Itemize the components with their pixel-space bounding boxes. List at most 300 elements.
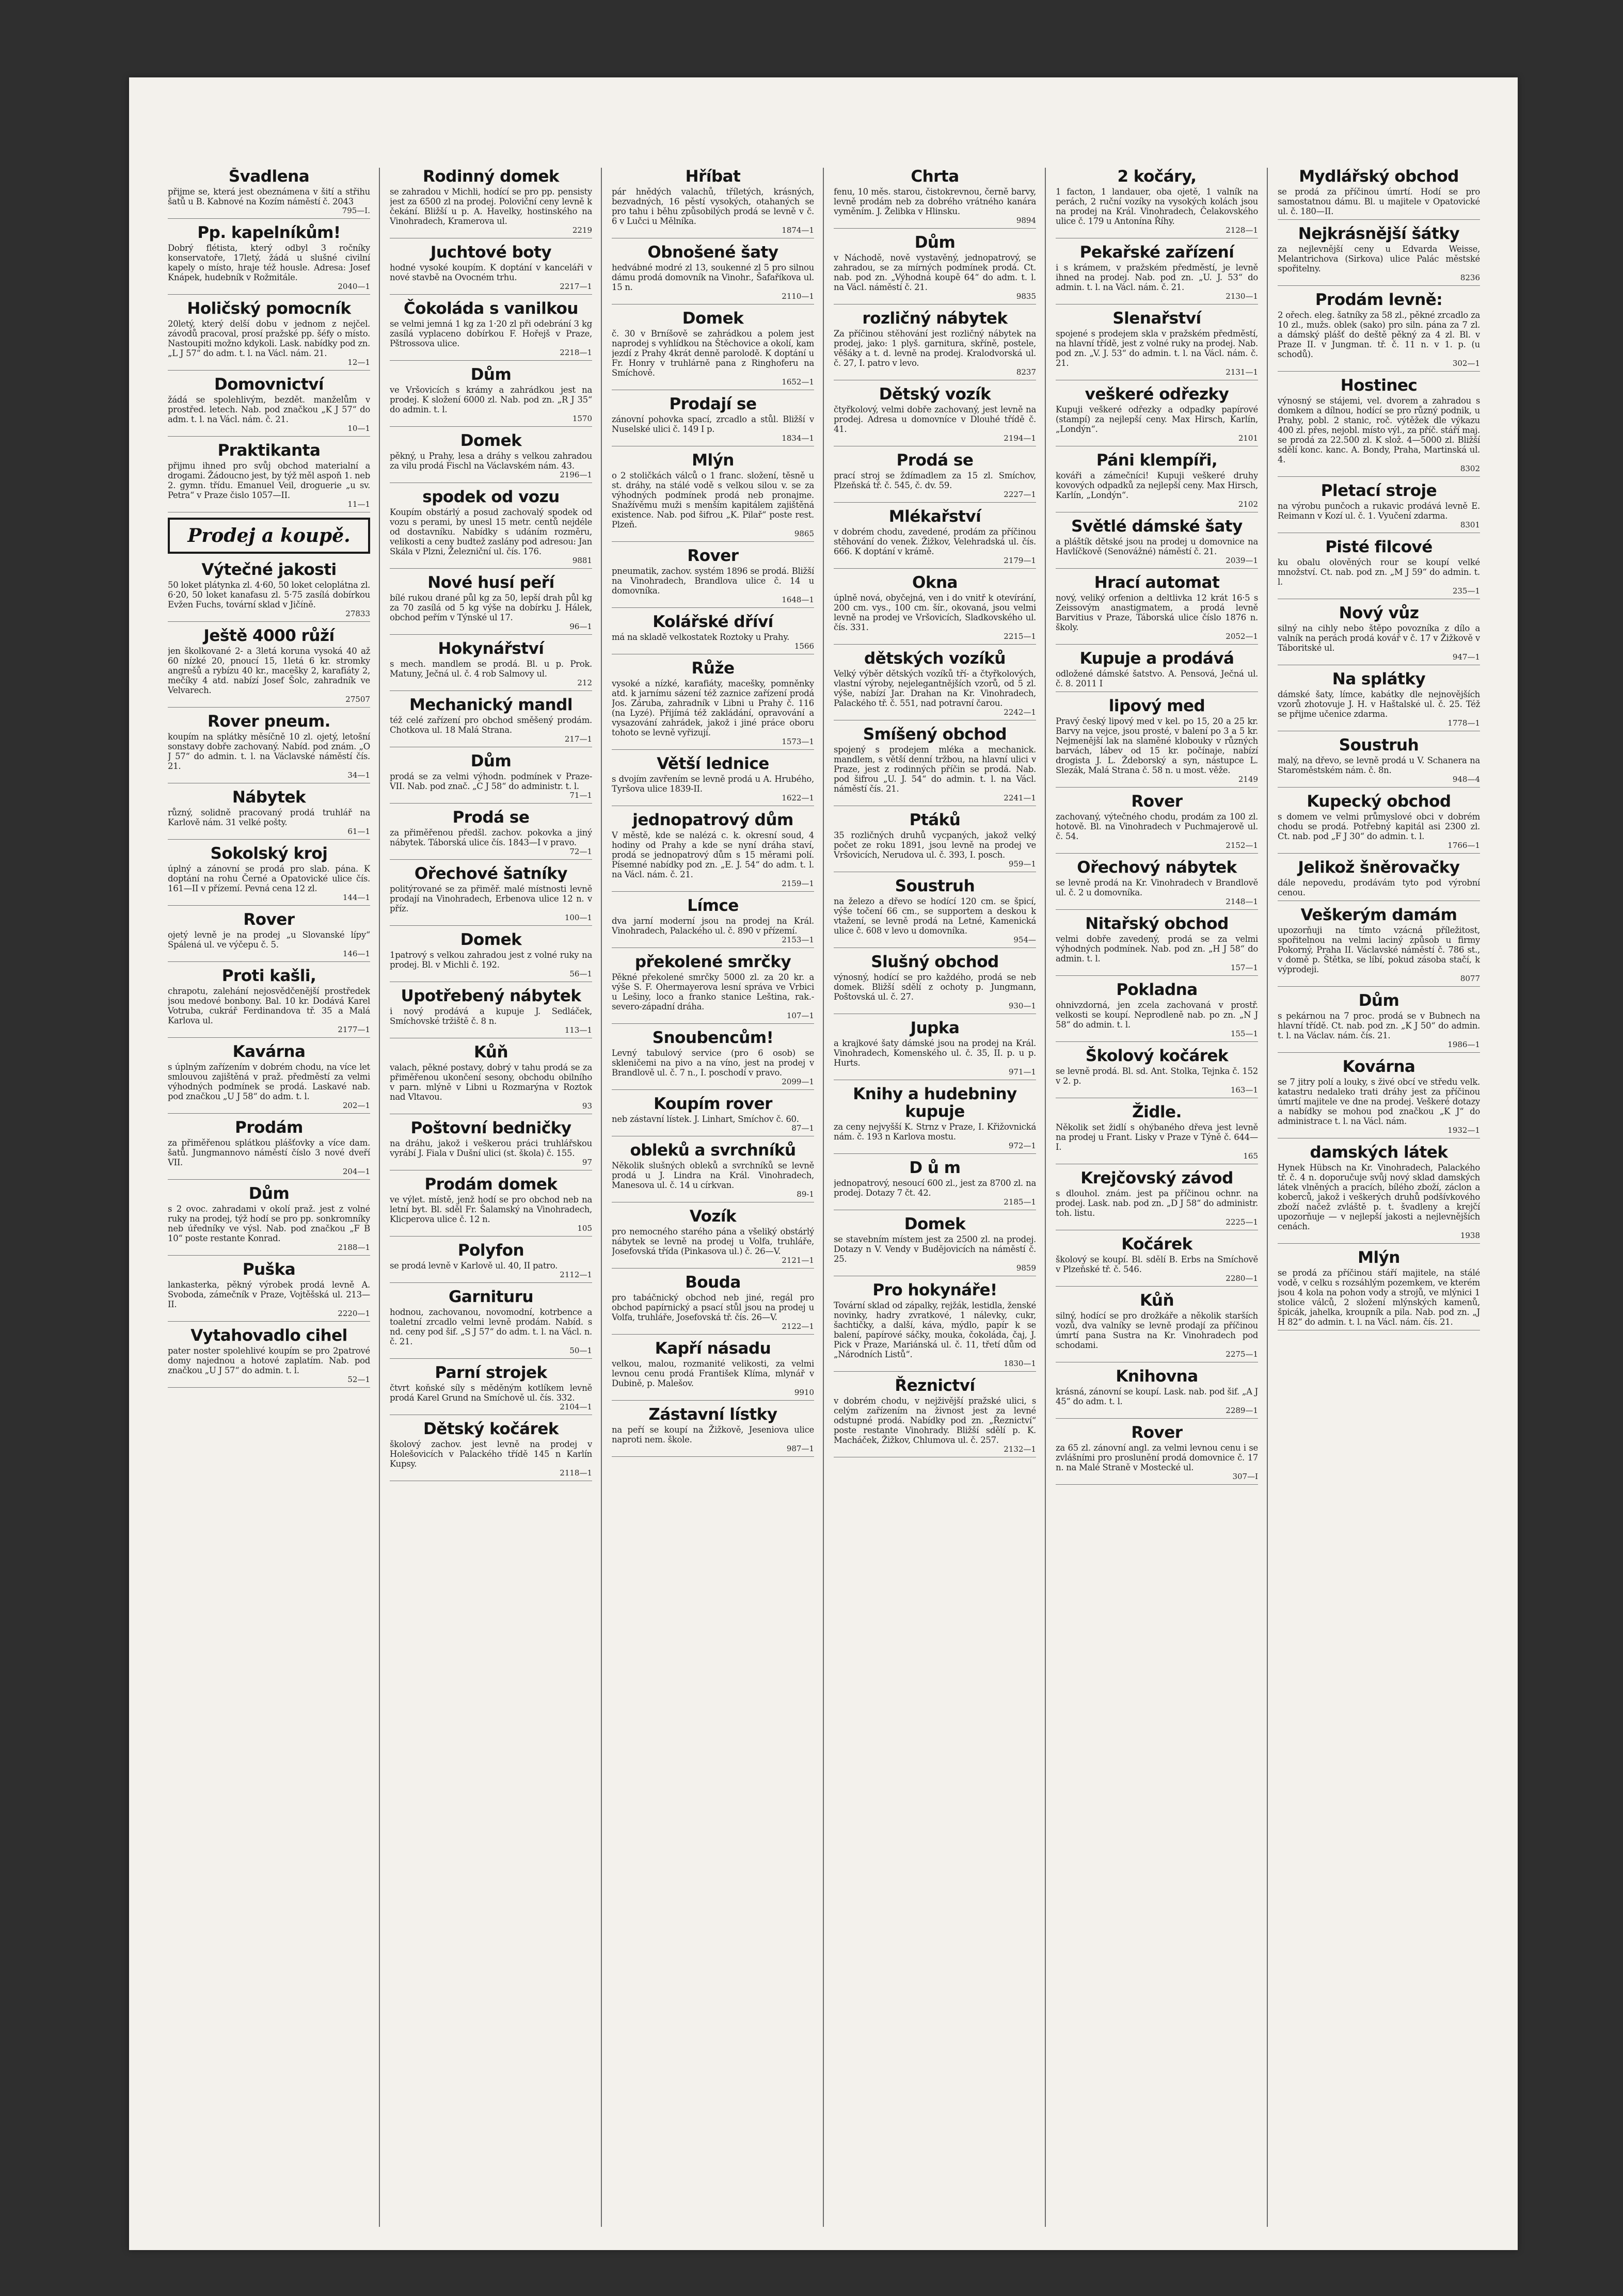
- ad-body: za 65 zl. zánovní angl. za velmi levnou cenu i se zvlášními pro proslunění prodá domovnice č. 17 n. na Malé Straně v Mostecké ul.: [1056, 1443, 1258, 1472]
- ad-body: dámské šaty, límce, kabátky dle nejnovějších vzorů zhotovuje J. H. v Haštalské ul. č. 25. Též se přijme učenice zdarma.: [1278, 689, 1480, 719]
- ad-reference-number: 157—1: [1230, 963, 1258, 972]
- ad-body: Několik slušných obleků a svrchníků se levně prodá u J. Lindra na Král. Vinohradech, Manesova ul. č. 14 u církvan.: [612, 1161, 814, 1190]
- classified-ad: [168, 789, 370, 840]
- ad-headline: Kapří násadu: [655, 1339, 771, 1358]
- ad-reference-number: 8301: [1460, 520, 1480, 529]
- ad-headline: D ů m: [909, 1159, 961, 1177]
- ad-reference-number: 10—1: [347, 424, 370, 433]
- ad-headline: Pro hokynáře!: [872, 1281, 997, 1299]
- classified-ad: [612, 1095, 814, 1136]
- ad-reference-number: 2220—1: [338, 1309, 370, 1318]
- ad-body: malý, na dřevo, se levně prodá u V. Schanera na Staroměstském nám. č. 8n.: [1278, 756, 1480, 775]
- ad-headline: Smíšený obchod: [863, 725, 1007, 744]
- ad-headline: Parní strojek: [435, 1363, 547, 1382]
- ad-headline: spodek od vozu: [422, 488, 560, 506]
- ad-reference-number: 1766—1: [1447, 841, 1480, 850]
- classified-ad: [168, 1327, 370, 1388]
- ad-headline: Poštovní bedničky: [410, 1119, 571, 1137]
- ad-body: ve Vršovicích s krámy a zahrádkou jest na prodej. K složení 6000 zl. Nab. pod zn. „R J 35“ do admin. t. l.: [390, 385, 592, 414]
- ad-body: jen školkované 2- a 3letá koruna vysoká 40 až 60 nízké 20, pnoucí 15, 1letá 6 kr. stromky angrešů a rybízu 40 kr., macešky 2, karafiáty 2, mečíky 4 atd. nabízí Josef Šolc, zahradník ve Velvarech.: [168, 646, 370, 695]
- ad-headline: Dům: [248, 1184, 290, 1203]
- ad-headline: Pisté filcové: [1325, 538, 1433, 556]
- ad-reference-number: 2101: [1238, 433, 1258, 443]
- classified-ad: [1278, 538, 1480, 599]
- newspaper-page: [129, 77, 1518, 2250]
- classified-ad: [1056, 793, 1258, 854]
- classified-ad: [168, 300, 370, 371]
- ad-column: [390, 168, 592, 2227]
- ad-body: pro nemocného starého pána a všeliký obstárlý nábytek se levně na prodej u Volfa, truhláře, Josefovská třída (Pinkasova ul.) č. 26—V.: [612, 1227, 814, 1256]
- ad-reference-number: 1652—1: [782, 377, 814, 387]
- ad-body: neb zástavní lístek. J. Linhart, Smíchov č. 60.: [612, 1114, 799, 1124]
- ad-reference-number: 163—1: [1230, 1085, 1258, 1095]
- ad-headline: Řeznictví: [895, 1376, 975, 1395]
- classified-ad: [612, 395, 814, 446]
- ad-body: bílé rukou drané půl kg za 50, lepší drah půl kg za 70 zasílá od 5 kg výše na dobírku J. Hálek, obchod peřím v Týnské ul 17.: [390, 593, 592, 622]
- ad-headline: Okna: [912, 573, 958, 592]
- classified-ad: [612, 953, 814, 1024]
- classified-ad: [612, 452, 814, 542]
- ad-headline: Kůň: [473, 1043, 508, 1062]
- ad-headline: rozličný nábytek: [862, 309, 1008, 328]
- ad-headline: Zástavní lístky: [648, 1405, 777, 1424]
- ad-reference-number: 9894: [1016, 216, 1036, 225]
- classified-ad: [612, 660, 814, 750]
- ad-reference-number: 972—1: [1008, 1141, 1036, 1150]
- ad-body: 20letý, který delší dobu v jednom z nejčel. závodů pracoval, prosí pražské pp. šéfy o místo. Nastoupiti možno kdykoli. Lask. nabídky pod zn. „L J 57“ do adm. t. l. na Václ. nám. 21.: [168, 319, 370, 358]
- ad-body: úplný a zánovní se prodá pro slab. pána. K doptání na rohu Černé a Opatovické ulice čís. 161—II v přízemí. Pevná cena 12 zl.: [168, 864, 370, 893]
- ad-reference-number: 2218—1: [560, 348, 592, 357]
- ad-body: Pravý český lipový med v kel. po 15, 20 a 25 kr. Barvy na vejce, jsou prosté, v balení po 3 a 5 kr. Nejmenější lak na slaměné klobouky v různých barvách, lábev od 15 kr. počínaje, nabízí drogista J. L. Ždeborský a syn, nástupce L. Slezák, Malá Strana č. 58 n. u most. věže.: [1056, 716, 1258, 775]
- ad-reference-number: 9865: [794, 529, 814, 538]
- ad-body: koupím na splátky měsíčně 10 zl. ojetý, letošní sonstavy dobře zachovaný. Nabíd. pod znám. „O J 57“ do admin. t. l. na Václavské náměstí čís. 21.: [168, 732, 370, 771]
- ad-reference-number: 107—1: [786, 1011, 814, 1020]
- ad-body: silný na cihly nebo štěpo povozníka z dílo a valník na perách prodá kovář v č. 17 v Žižkově v Táboritské ul.: [1278, 623, 1480, 653]
- ad-body: a pláštík dětské jsou na prodej u domovnice na Havlíčkově (Senovážné) náměstí č. 21.: [1056, 537, 1258, 556]
- ad-reference-number: 217—1: [564, 734, 592, 744]
- classified-ad: [1278, 859, 1480, 901]
- classified-ad: [390, 168, 592, 238]
- classified-ad: [1056, 1424, 1258, 1485]
- ad-column: [1056, 168, 1258, 2227]
- ad-body: spojené s prodejem skla v pražském předměstí, na hlavní třídě, jest z volné ruky na prodej. Nab. pod zn. „V. J. 53“ do admin. t. l. na Václ. nám. č. 21.: [1056, 329, 1258, 368]
- ad-headline: Švadlena: [228, 168, 310, 186]
- ad-reference-number: 2131—1: [1226, 367, 1258, 377]
- column-rule: [823, 168, 824, 2227]
- ad-reference-number: 2196—1: [560, 470, 592, 479]
- ad-reference-number: 2102: [1238, 500, 1258, 509]
- ad-column: [168, 168, 370, 2227]
- ad-headline: Dům: [1358, 991, 1399, 1010]
- ad-body: se stavebním místem jest za 2500 zl. na prodej. Dotazy n V. Vendy v Budějovicích na náměstí č. 25.: [834, 1234, 1036, 1264]
- ad-headline: Chrta: [911, 168, 959, 186]
- classified-ad: [612, 897, 814, 948]
- ad-headline: Upotřebený nábytek: [401, 987, 581, 1005]
- ad-reference-number: 93: [582, 1101, 592, 1111]
- ad-reference-number: 2159—1: [782, 879, 814, 888]
- ad-headline: Mlýn: [1358, 1248, 1400, 1267]
- ad-headline: Pekařské zařízení: [1079, 243, 1234, 262]
- ad-reference-number: 930—1: [1008, 1001, 1036, 1010]
- classified-ad: [1056, 1103, 1258, 1164]
- classified-ad: [1278, 793, 1480, 854]
- ad-body: výnosný se stájemi, vel. dvorem a zahradou s domkem a dílnou, hodící se pro různý podnik, u Prahy, pobl. 2 stanic, roč. výtěžek dle výkazu 400 zl. přes, nejobl. místo výl., za příč. stáří maj. se prodá za 22.500 zl. K slož. 4—5000 zl. Bližší sdělí konc. kanc. A. Bondy, Praha, Martinská ul. 4.: [1278, 396, 1480, 464]
- ad-body: ohnivzdorná, jen zcela zachovaná v prostř. velkosti se koupí. Neprodleně nab. po zn. „N J 58“ do admin. t. l.: [1056, 1000, 1258, 1030]
- classified-ad: [168, 911, 370, 962]
- ad-body: spojený s prodejem mléka a mechanick. mandlem, s větší denní tržbou, na hlavní ulici v Praze, jest z rodinných příčin se prodá. Nab. pod šifrou „U. J. 54“ do admin. t. l. na Václ. náměstí čís. 21.: [834, 745, 1036, 794]
- ad-reference-number: 2104—1: [560, 1402, 592, 1411]
- classified-ad: [1278, 992, 1480, 1053]
- classified-ad: [612, 1208, 814, 1269]
- ad-body: v dobrém chodu, zavedené, prodám za příčinou stěhování do venek. Žižkov, Velehradská ul. čís. 666. K doptání v krámě.: [834, 527, 1036, 556]
- ad-body: Hynek Hübsch na Kr. Vinohradech, Palackého tř. č. 4 n. doporučuje svůj nový sklad damských látek vlněných a pracích, bílého zboží, záclon a koberců, jakož i veškerých druhů podšívkového zboží načež zvláště p. t. švadleny a krejčí upozorňuje — v nejlepší jakosti a nejlevnějších cenách.: [1278, 1163, 1480, 1231]
- ad-reference-number: 987—1: [786, 1444, 814, 1453]
- ad-reference-number: 2185—1: [1004, 1197, 1036, 1207]
- ad-body: pár hnědých valachů, tříletých, krásných, bezvadných, 16 pěstí vysokých, otahaných se pro tahu i běhu způsobilých prodá se levně v č. 6 v Lučci u Mělníka.: [612, 187, 814, 226]
- classified-ad: [1056, 1292, 1258, 1362]
- ad-reference-number: 795—I.: [342, 206, 370, 215]
- ad-headline: Knihovna: [1116, 1367, 1198, 1386]
- ad-body: Tovární sklad od zápalky, rejžák, lestidla, ženské novinky, hadry zvratkové, 1 nálevky, cukr, šachtičky, a další, káva, mýdlo, papír k se balení, papírové sáčky, mouka, čokoláda, čaj, J. Pick v Praze, Mariánská ul. č. 11, třetí dům od „Národních Listů“.: [834, 1300, 1036, 1359]
- column-rule: [1045, 168, 1046, 2227]
- ad-reference-number: 155—1: [1230, 1029, 1258, 1038]
- classified-ad: [612, 310, 814, 390]
- ad-headline: Židle.: [1132, 1103, 1182, 1121]
- classified-ad: [1056, 1047, 1258, 1098]
- ad-body: přijme se, která jest obeznámena v šití a střihu šatů u B. Kabnové na Kozím náměstí č. 2043: [168, 187, 370, 206]
- classified-ad: [834, 953, 1036, 1014]
- ad-body: a krajkové šaty dámské jsou na prodej na Král. Vinohradech, Komenského ul. č. 35, II. p. u p. Hurts.: [834, 1038, 1036, 1068]
- ad-body: zachovaný, výtečného chodu, prodám za 100 zl. hotově. Bl. na Vinohradech v Puchmajerově ul. č. 54.: [1056, 812, 1258, 841]
- classified-ad: [1056, 452, 1258, 512]
- ad-reference-number: 2152—1: [1226, 841, 1258, 850]
- classified-ad: [1056, 386, 1258, 446]
- ad-body: Několik set židlí s ohýbaného dřeva jest levně na prodej u Frant. Lisky v Praze v Týně č. 644—I.: [1056, 1122, 1258, 1152]
- ad-body: čtyřkolový, velmi dobře zachovaný, jest levně na prodej. Adresa u domovníce v Dlouhé třídě č. 41.: [834, 405, 1036, 434]
- ad-headline: Mlékařství: [888, 507, 981, 526]
- classified-ad: [168, 1261, 370, 1322]
- classified-ad: [1056, 650, 1258, 692]
- ad-reference-number: 52—1: [347, 1375, 370, 1384]
- ad-body: školový zachov. jest levně na prodej v Holešovicích v Palackého třídě 145 n Karlín Kupsy.: [390, 1439, 592, 1469]
- classified-ad: [612, 1340, 814, 1401]
- classified-ad: [168, 1043, 370, 1114]
- ad-body: 2 ořech. eleg. šatníky za 58 zl., pěkné zrcadlo za 10 zl., mužs. oblek (sako) pro siln. pána za 7 zl. a dámský plášť do deště pěkný za 4 zl. Bl. v Praze II. v Jungman. tř. č. 11 n. v 1. p. (u schodů).: [1278, 310, 1480, 359]
- classified-ad: [168, 1185, 370, 1256]
- ad-headline: Ořechový nábytek: [1077, 858, 1237, 877]
- ad-headline: Ještě 4000 růží: [203, 627, 335, 645]
- ad-headline: Prodám: [235, 1118, 303, 1137]
- ad-headline: Světlé dámské šaty: [1071, 517, 1243, 536]
- classified-ad: [390, 1364, 592, 1415]
- ad-body: hodnou, zachovanou, novomodní, kotrbence a toaletní zrcadlo velmi levně prodám. Nabíd. s nd. ceny pod šif. „S J 57“ do adm. t. l. na Václ. n. č. 21.: [390, 1307, 592, 1346]
- ad-reference-number: 9881: [572, 556, 592, 565]
- ad-reference-number: 2110—1: [782, 292, 814, 301]
- ad-reference-number: 61—1: [347, 827, 370, 836]
- ad-headline: Praktikanta: [217, 441, 321, 460]
- ad-body: s mech. mandlem se prodá. Bl. u p. Prok. Matuny, Ječná ul. č. 4 rob Salmovy ul.: [390, 659, 592, 679]
- ad-body: vysoké a nízké, karafiáty, macešky, pomněnky atd. k jarnímu sázení též zaznice zařízení prodá Jos. Záruba, zahradník v Libni u Prahy č. 116 (na Lyzé). Přijímá též zakládání, opravování a vysazování zahrádek, jakož i jiné práce oboru tohoto se levně vyřizují.: [612, 679, 814, 737]
- ad-headline: Kůň: [1139, 1291, 1174, 1310]
- ad-body: upozorňuji na tímto vzácná příležitost, spořitelnou na velmi laciný způsob u firmy Pokorný, Praha II. Václavské náměstí č. 786 st., v domě p. Štětka, se líbí, pokud zásoba stačí, k výprodeji.: [1278, 925, 1480, 974]
- ad-body: i s krámem, v pražském předměstí, je levně ihned na prodej. Nab. pod zn. „U. J. 53“ do admin. t. l. na Václ. nám. č. 21.: [1056, 263, 1258, 292]
- ad-reference-number: 113—1: [564, 1025, 592, 1035]
- ad-headline: Domovnictví: [214, 375, 324, 394]
- ad-headline: Hostinec: [1340, 376, 1418, 395]
- classified-ad: [834, 574, 1036, 645]
- classified-ad: [168, 1119, 370, 1180]
- ad-body: se prodá za příčinou úmrtí. Hodí se pro samostatnou dámu. Bl. u majitele v Opatovické ul. č. 180—II.: [1278, 187, 1480, 216]
- ad-reference-number: 2177—1: [338, 1025, 370, 1034]
- ad-headline: Vytahovadlo cihel: [190, 1326, 347, 1345]
- ad-body: prodá se za velmi výhodn. podmínek v Praze-VII. Nab. pod znač. „C J 58“ do administr. t. l.: [390, 772, 592, 791]
- column-rule: [601, 168, 602, 2227]
- ad-reference-number: 971—1: [1008, 1067, 1036, 1077]
- ad-reference-number: 34—1: [347, 770, 370, 780]
- ad-reference-number: 959—1: [1008, 859, 1036, 869]
- classified-ad: [390, 931, 592, 982]
- classified-ad: [390, 752, 592, 804]
- ad-reference-number: 204—1: [342, 1167, 370, 1176]
- classified-ad: [390, 1176, 592, 1237]
- ad-body: se 7 jitry polí a louky, s živé obcí ve středu velk. katastru nedaleko trati dráhy jest za příčinou úmrtí majitele ve dne na prodej. Veškeré dotazy a nabídky se mohou pod značkou „K J“ do administrace t. l. na Václ. nám.: [1278, 1077, 1480, 1126]
- ad-body: čtvrt koňské síly s měděným kotlíkem levně prodá Karel Grund na Smíchově ul. čís. 332.: [390, 1383, 592, 1403]
- ad-reference-number: 146—1: [342, 949, 370, 958]
- ad-body: ojetý levně je na prodej „u Slovanské lípy“ Spálená ul. ve výčepu č. 5.: [168, 930, 370, 950]
- column-rule: [379, 168, 380, 2227]
- ad-headline: Dětský vozík: [879, 385, 991, 404]
- ad-headline: Prodají se: [669, 395, 757, 413]
- ad-reference-number: 100—1: [564, 913, 592, 922]
- ad-headline: Dětský kočárek: [423, 1420, 559, 1438]
- ad-headline: Snoubencům!: [652, 1029, 774, 1047]
- ad-body: V městě, kde se nalézá c. k. okresní soud, 4 hodiny od Prahy a kde se nyní dráha staví, prodá se jednopatrový dům s 15 měrami polí. Písemné nabídky pod zn. „E. J. 54“ do adm. t. l. na Václ. nám. č. 21.: [612, 830, 814, 879]
- ad-body: za ceny nejvyšší K. Strnz v Praze, I. Křižovnická nám. č. 193 n Karlova mostu.: [834, 1122, 1036, 1142]
- ad-reference-number: 1834—1: [782, 433, 814, 443]
- ad-reference-number: 2040—1: [338, 282, 370, 291]
- ad-body: s dvojím zavřením se levně prodá u A. Hrubého, Tyršova ulice 1839-II.: [612, 774, 814, 794]
- ad-body: jednopatrový, nesoucí 600 zl., jest za 8700 zl. na prodej. Dotazy 7 čt. 42.: [834, 1178, 1036, 1198]
- classified-ad: [1056, 168, 1258, 238]
- ad-headline: Slušný obchod: [871, 953, 999, 971]
- ad-headline: Kovárna: [1342, 1057, 1415, 1076]
- classified-ad: [390, 488, 592, 569]
- classified-ad: [612, 1142, 814, 1202]
- ad-reference-number: 71—1: [569, 791, 592, 800]
- ad-body: 1 facton, 1 landauer, oba ojetě, 1 valník na perách, 2 ruční vozíky na vysokých kolách jsou na prodej na Král. Vinohradech, Čelakovského ulice č. 179 u Antonína Říhy.: [1056, 187, 1258, 226]
- ad-body: ku obalu olověných rour se koupí velké množství. Ct. nab. pod zn. „M J 59“ do admin. t. l.: [1278, 557, 1480, 587]
- ad-body: má na skladě velkostatek Roztoky u Prahy.: [612, 632, 790, 642]
- ad-reference-number: 2179—1: [1004, 556, 1036, 565]
- ad-reference-number: 9859: [1016, 1263, 1036, 1273]
- ad-headline: Ořechové šatníky: [414, 864, 568, 883]
- classified-ad: [834, 508, 1036, 569]
- ad-body: dva jarní moderní jsou na prodej na Král. Vinohradech, Palackého ul. č. 890 v přízemí.: [612, 916, 814, 936]
- ad-body: pěkný, u Prahy, lesa a dráhy s velkou zahradou za vilu prodá Fischl na Václavském nám. 43.: [390, 451, 592, 471]
- ad-body: se levně prodá na Kr. Vinohradech v Brandlově ul. č. 2 u domovníka.: [1056, 878, 1258, 897]
- ad-body: úplně nová, obyčejná, ven i do vnitř k otevírání, 200 cm. vys., 100 cm. šír., okovaná, jsou velmi levně na prodej ve Vršovicích, Sladkovského ul. čís. 331.: [834, 593, 1036, 632]
- ad-reference-number: 2219: [572, 226, 592, 235]
- ad-headline: Knihy a hudebniny kupuje: [853, 1085, 1017, 1121]
- ad-body: v Náchodě, nově vystavěný, jednopatrový, se zahradou, se za mírných podmínek prodá. Ct. nab. pod zn. „Výhodná koupě 64“ do adm. t. l. na Václ. náměstí č. 21.: [834, 253, 1036, 292]
- ad-reference-number: 2188—1: [338, 1243, 370, 1252]
- ad-headline: Kavárna: [232, 1042, 306, 1061]
- ad-reference-number: 1986—1: [1447, 1040, 1480, 1049]
- ad-headline: Nový vůz: [1339, 604, 1419, 622]
- ad-headline: veškeré odřezky: [1085, 385, 1229, 404]
- classified-ad: [390, 244, 592, 295]
- ad-column: [1278, 168, 1480, 2227]
- classified-ad: [1278, 670, 1480, 731]
- ad-body: se zahradou v Michli, hodící se pro pp. pensisty jest za 6500 zl na prodej. Poloviční ceny levně k čekání. Bližší u p. A. Havelky, hostinského na Vinohradech, Kramerova ul.: [390, 187, 592, 226]
- ad-reference-number: 56—1: [569, 969, 592, 978]
- ad-body: prací stroj se ždímadlem za 15 zl. Smíchov, Plzeňská tř. č. 545, č. dv. 59.: [834, 471, 1036, 490]
- ad-body: s 2 ovoc. zahradami v okolí praž. jest z volné ruky na prodej, týž hodí se pro pp. sonkromníky neb úředníky ve výsl. Nab. pod značkou „F B 10“ poste restante Konrad.: [168, 1204, 370, 1243]
- classified-ad: [390, 696, 592, 747]
- ad-reference-number: 27507: [345, 695, 370, 704]
- ad-body: za přiměřenou předšl. zachov. pokovka a jiný nábytek. Táborská ulice čís. 1843—I v pravo.: [390, 828, 592, 847]
- ad-headline: Sokolský kroj: [210, 844, 328, 863]
- ad-body: s domem ve velmi průmyslové obci v dobrém chodu se prodá. Potřebný kapitál asi 2300 zl. Ct. nab. pod „F J 30“ do admin. t. l.: [1278, 812, 1480, 841]
- classified-ads-page: [168, 168, 1489, 2242]
- ad-reference-number: 2148—1: [1226, 897, 1258, 906]
- classified-ad: [390, 1119, 592, 1170]
- ad-reference-number: 8237: [1016, 367, 1036, 377]
- ad-headline: Koupím rover: [654, 1095, 772, 1113]
- ad-headline: Hokynářství: [438, 639, 544, 658]
- ad-reference-number: 2225—1: [1226, 1217, 1258, 1227]
- ad-body: s úplným zařízením v dobrém chodu, na více let smlouvou zajištěná v praž. předměstí za velmi výhodných podmínek se prodá. Laskavé nab. pod značkou „U J 58“ do adm. t. l.: [168, 1062, 370, 1101]
- ad-reference-number: 27833: [345, 609, 370, 618]
- ad-body: velmi dobře zavedený, prodá se za velmi výhodných podmínek. Nab. pod zn. „H J 58“ do admin. t. l.: [1056, 934, 1258, 964]
- classified-ad: [1056, 518, 1258, 569]
- ad-headline: Hříbat: [685, 168, 741, 186]
- classified-ad: [1278, 225, 1480, 286]
- classified-ad: [1278, 291, 1480, 372]
- classified-ad: [834, 726, 1036, 806]
- ad-body: na peří se koupí na Žižkově, Jeseniova ulice naproti nem. škole.: [612, 1425, 814, 1444]
- classified-ad: [612, 1406, 814, 1457]
- ad-headline: Kolářské dříví: [653, 613, 773, 631]
- ad-headline: Puška: [242, 1260, 296, 1279]
- ad-body: odložené dámské šatstvo. A. Pensová, Ječná ul. č. 8. 2011 I: [1056, 669, 1258, 688]
- classified-ad: [168, 442, 370, 512]
- ad-headline: Prodám domek: [424, 1175, 558, 1194]
- ad-body: velkou, malou, rozmanité velikosti, za velmi levnou cenu prodá František Klíma, mlynář v Dubině, p. Malešov.: [612, 1359, 814, 1388]
- ad-headline: jednopatrový dům: [632, 811, 793, 829]
- classified-ad: [834, 1019, 1036, 1080]
- ad-reference-number: 2099—1: [782, 1077, 814, 1086]
- classified-ad: [168, 168, 370, 219]
- ad-headline: Jupka: [910, 1019, 960, 1037]
- ad-headline: Mechanický mandl: [409, 696, 573, 714]
- ad-headline: Juchtové boty: [430, 243, 552, 262]
- ad-reference-number: 2121—1: [782, 1256, 814, 1265]
- ad-body: za přiměřenou splátkou plášťovky a více dam. šatů. Jungmannovo náměstí číslo 3 nové dveří VII.: [168, 1138, 370, 1167]
- ad-body: 50 loket plátynka zl. 4·60, 50 loket celoplátna zl. 6·20, 50 loket kanafasu zl. 5·75 zasílá dobírkou Evžen Fuchs, tovární sklad v Jičíně.: [168, 580, 370, 609]
- classified-ad: [390, 865, 592, 926]
- ad-headline: Ptáků: [909, 811, 961, 829]
- ad-reference-number: 2153—1: [782, 935, 814, 944]
- ad-body: nový, veliký orfenion a deltlivka 12 krát 16·5 s Zeissovým anastigmatem, a prodá levně Barvitius v Praze, Táborská ulice číslo 1876 n. školy.: [1056, 593, 1258, 632]
- ad-reference-number: 11—1: [347, 500, 370, 509]
- ad-headline: Proti kašli,: [221, 967, 316, 985]
- ad-body: na dráhu, jakož i veškerou práci truhlářskou vyrábí J. Fiala v Dušní ulici (st. škola) č. 155.: [390, 1138, 592, 1158]
- classified-ad: [612, 1029, 814, 1090]
- classified-ad: [168, 561, 370, 622]
- ad-headline: Bouda: [685, 1273, 741, 1292]
- ad-body: hedvábné modré zl 13, soukenné zl 5 pro silnou dámu prodá domovník na Vinohr., Šafaříkova ul. 15 n.: [612, 263, 814, 292]
- ad-reference-number: 2149: [1238, 775, 1258, 784]
- ad-headline: Prodá se: [896, 451, 974, 470]
- ad-body: č. 30 v Brníšově se zahrádkou a polem jest naprodej s vyhlídkou na Štěchovice a okolí, kam jezdí z Prahy 4krát denně parolodě. K doptání u Fr. Honry v truhlárně pana z Ringhoferu na Smíchově.: [612, 329, 814, 378]
- classified-ad: [390, 432, 592, 483]
- ad-reference-number: 2280—1: [1226, 1274, 1258, 1283]
- ad-body: silný, hodící se pro drožkáře a několik starších vozů, dva valníky se levně prodají za příčinou úmrtí pana Sustra na Kr. Vinohradech pod schodami.: [1056, 1311, 1258, 1350]
- ad-reference-number: 2217—1: [560, 282, 592, 291]
- ad-reference-number: 235—1: [1452, 586, 1480, 596]
- classified-ad: [390, 1242, 592, 1283]
- ad-reference-number: 1830—1: [1004, 1359, 1036, 1368]
- ad-reference-number: 1648—1: [782, 595, 814, 604]
- ad-reference-number: 89-1: [797, 1190, 814, 1199]
- ad-headline: Soustruh: [1339, 736, 1419, 754]
- ad-reference-number: 202—1: [342, 1101, 370, 1110]
- classified-ad: [1278, 1144, 1480, 1244]
- classified-ad: [612, 811, 814, 892]
- ad-body: s dlouhol. znám. jest pa příčinou ochnr. na prodej. Lask. nab. pod zn. „D J 58“ do administr. toh. listu.: [1056, 1189, 1258, 1218]
- ad-reference-number: 105: [577, 1224, 592, 1233]
- ad-headline: Domek: [460, 431, 522, 450]
- ad-reference-number: 2215—1: [1004, 632, 1036, 641]
- ad-reference-number: 1573—1: [782, 737, 814, 746]
- ad-headline: překolené smrčky: [634, 953, 791, 971]
- ad-reference-number: 8236: [1460, 273, 1480, 282]
- ad-headline: Hrací automat: [1094, 573, 1220, 592]
- ad-reference-number: 12—1: [347, 358, 370, 367]
- classified-ad: [834, 1085, 1036, 1154]
- ad-headline: Prodám levně:: [1315, 291, 1443, 309]
- ad-headline: Mlýn: [692, 451, 734, 470]
- ad-reference-number: 2275—1: [1226, 1350, 1258, 1359]
- ad-body: fenu, 10 měs. starou, čistokrevnou, černě barvy, levně prodám neb za dobrého vrátného kanára vyměním. J. Želibka v Hlinsku.: [834, 187, 1036, 216]
- ad-headline: dětských vozíků: [864, 649, 1006, 668]
- ad-reference-number: 96—1: [569, 622, 592, 631]
- ad-body: žádá se spolehlivým, bezdět. manželům v prostřed. letech. Nab. pod značkou „K J 57“ do adm. t. l. na Václ. nám. č. 21.: [168, 395, 370, 424]
- ad-body: kováři a zámečníci! Kupuji veškeré druhy kovových odpadků za nejlepší ceny. Max Hirsch, Karlín, „Londýn“.: [1056, 471, 1258, 500]
- classified-ad: [1278, 377, 1480, 477]
- ad-reference-number: 72—1: [569, 847, 592, 856]
- ad-headline: Výtečné jakosti: [201, 560, 337, 579]
- classified-ad: [1056, 915, 1258, 976]
- classified-ad: [168, 713, 370, 783]
- classified-ad: [168, 845, 370, 906]
- ad-body: s pekárnou na 7 proc. prodá se v Bubnech na hlavní třídě. Ct. nab. pod zn. „K J 50“ do admin. t. l. na Václav. nám. čís. 21.: [1278, 1011, 1480, 1040]
- classified-ad: [1056, 574, 1258, 645]
- column-rule: [1267, 168, 1268, 2227]
- ad-reference-number: 2241—1: [1004, 793, 1036, 802]
- classified-ad: [834, 1215, 1036, 1276]
- ad-body: se prodá za příčinou stáří majitele, na stálé vodě, v celku s rozsáhlým pozemkem, ve kterém jsou 4 kola na pohon vody a strojů, ve mlýnici 1 stolice válců, 2 složení mlýnských kamenů, špicák, jahelka, kroupník a pila. Nab. pod zn. „J H 82“ do admin. t. l. na Václ. nám. čís. 21.: [1278, 1268, 1480, 1327]
- ad-headline: damských látek: [1310, 1143, 1448, 1162]
- ad-headline: Polyfon: [457, 1241, 524, 1260]
- ad-reference-number: 97: [582, 1158, 592, 1167]
- classified-ad: [390, 809, 592, 860]
- ad-headline: Dům: [470, 365, 512, 384]
- classified-ad: [168, 376, 370, 437]
- classified-ad: [834, 1281, 1036, 1372]
- ad-column: [612, 168, 814, 2227]
